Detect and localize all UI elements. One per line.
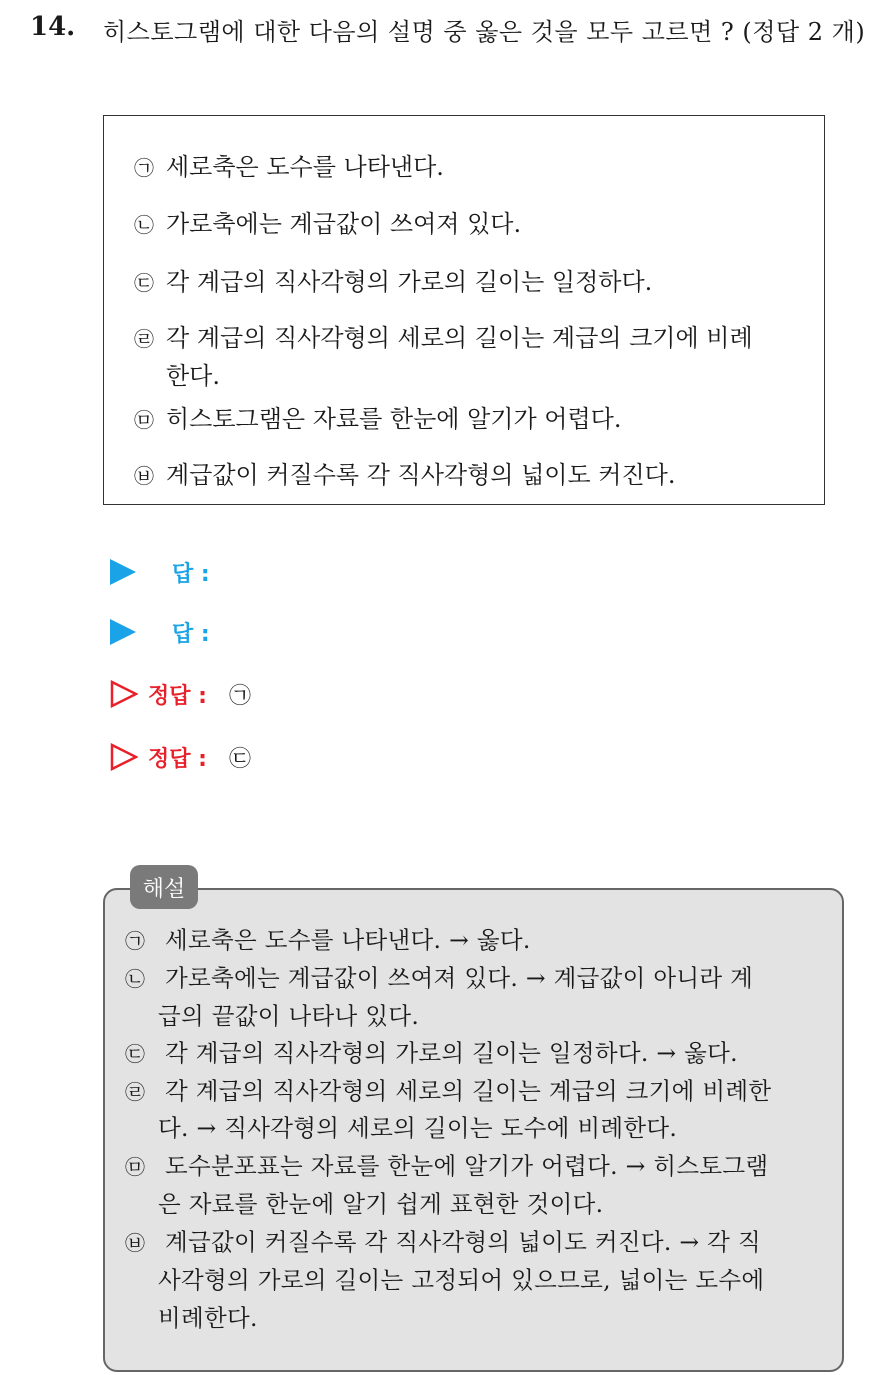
explanation-line <box>125 1073 830 1112</box>
statement-text: 가로축에는 계급값이 쓰여져 있다. <box>166 210 522 238</box>
question-text: 히스토그램에 대한 다음의 설명 중 옳은 것을 모두 고르면 ? (정답 2 개) <box>103 18 866 46</box>
explanation-tag: 해설 <box>130 865 198 909</box>
statement-item <box>134 205 784 244</box>
correct-answer-label: 정답 : <box>148 746 207 772</box>
explanation-marker: ㉡ <box>125 967 146 991</box>
explanation-text: 급의 끝값이 나타나 있다. <box>158 1002 420 1030</box>
statement-text: 계급값이 커질수록 각 직사각형의 넓이도 커진다. <box>166 461 676 489</box>
explanation-text: 다. → 직사각형의 세로의 길이는 도수에 비례한다. <box>158 1114 678 1142</box>
answer-row[interactable] <box>110 554 210 590</box>
correct-answer-value: ㉠ <box>228 683 251 709</box>
question-number: 14. <box>30 12 76 42</box>
statement-item <box>134 400 784 439</box>
explanation-text: 각 계급의 직사각형의 세로의 길이는 계급의 크기에 비례한 <box>165 1077 772 1105</box>
statement-marker: ㉤ <box>134 408 154 432</box>
explanation-text: 세로축은 도수를 나타낸다. → 옳다. <box>165 926 531 954</box>
statement-text: 각 계급의 직사각형의 세로의 길이는 계급의 크기에 비례한다. <box>166 324 753 390</box>
statement-item <box>134 148 784 187</box>
statement-item <box>134 456 784 495</box>
answer-label: 답 : <box>172 621 210 647</box>
explanation-line <box>125 998 863 1036</box>
explanation-line <box>125 1224 830 1263</box>
explanation-text: 각 계급의 직사각형의 가로의 길이는 일정하다. → 옳다. <box>165 1039 738 1067</box>
statement-marker: ㉡ <box>134 213 154 237</box>
correct-answer-row <box>110 676 251 712</box>
explanation-text: 가로축에는 계급값이 쓰여져 있다. → 계급값이 아니라 계 <box>165 964 754 992</box>
explanation-line <box>125 1262 863 1300</box>
statement-text: 세로축은 도수를 나타낸다. <box>166 153 444 181</box>
explanation-line <box>125 1035 830 1074</box>
statement-box <box>103 115 825 505</box>
statement-text: 각 계급의 직사각형의 가로의 길이는 일정하다. <box>166 268 653 296</box>
explanation-text: 은 자료를 한눈에 알기 쉽게 표현한 것이다. <box>158 1190 604 1218</box>
statement-text: 히스토그램은 자료를 한눈에 알기가 어렵다. <box>166 405 622 433</box>
statement-item <box>134 319 784 395</box>
statement-marker: ㉥ <box>134 464 154 488</box>
outline-triangle-icon <box>110 743 138 771</box>
explanation-line <box>125 1186 863 1224</box>
explanation-marker: ㉣ <box>125 1080 146 1104</box>
explanation-text: 비례한다. <box>158 1304 258 1332</box>
play-triangle-icon <box>110 559 136 585</box>
answer-label: 답 : <box>172 561 210 587</box>
explanation-line <box>125 1110 863 1148</box>
explanation-marker: ㉢ <box>125 1042 146 1066</box>
explanation-line <box>125 1148 830 1187</box>
explanation-line <box>125 922 830 961</box>
correct-answer-value: ㉢ <box>228 746 251 772</box>
explanation-line <box>125 1300 863 1338</box>
statement-marker: ㉣ <box>134 327 154 351</box>
explanation-text: 사각형의 가로의 길이는 고정되어 있으므로, 넓이는 도수에 <box>158 1266 765 1294</box>
explanation-text: 계급값이 커질수록 각 직사각형의 넓이도 커진다. → 각 직 <box>165 1228 761 1256</box>
explanation-text: 도수분포표는 자료를 한눈에 알기가 어렵다. → 히스토그램 <box>165 1152 769 1180</box>
answer-row[interactable] <box>110 614 210 650</box>
explanation-marker: ㉥ <box>125 1231 146 1255</box>
explanation-line <box>125 960 830 999</box>
statement-item <box>134 263 784 302</box>
statement-marker: ㉠ <box>134 156 154 180</box>
outline-triangle-icon <box>110 680 138 708</box>
correct-answer-row <box>110 739 251 775</box>
play-triangle-icon <box>110 619 136 645</box>
explanation-marker: ㉠ <box>125 929 146 953</box>
explanation-marker: ㉤ <box>125 1155 146 1179</box>
correct-answer-label: 정답 : <box>148 683 207 709</box>
statement-marker: ㉢ <box>134 271 154 295</box>
